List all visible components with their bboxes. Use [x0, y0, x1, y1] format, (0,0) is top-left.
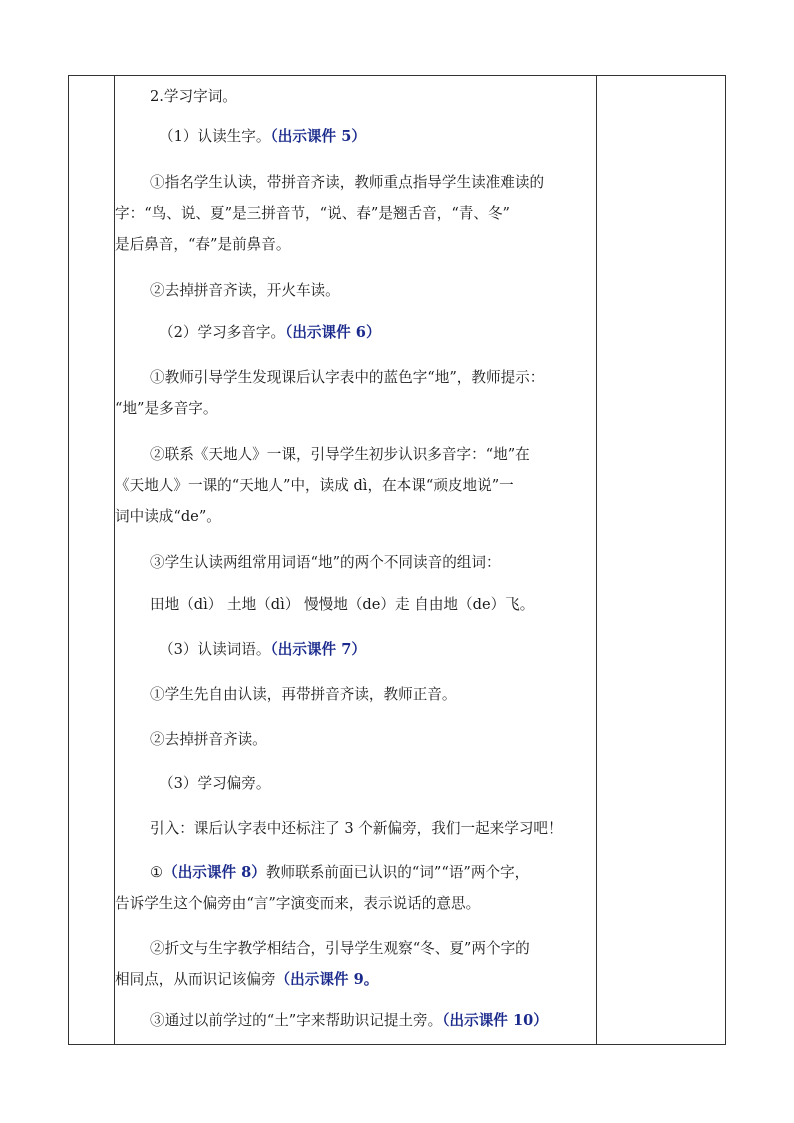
- paragraph-line: ③通过以前学过的“土”字来帮助识记提土旁。（出示课件 10）: [150, 1012, 548, 1029]
- paragraph-line: 告诉学生这个偏旁由“言”字演变而来，表示说话的意思。: [115, 895, 481, 912]
- paragraph-line: ③学生认读两组常用词语“地”的两个不同读音的组词：: [150, 554, 501, 571]
- paragraph-line: ②折文与生字教学相结合，引导学生观察“冬、夏”两个字的: [150, 940, 530, 957]
- paragraph-line: 《天地人》一课的“天地人”中，读成 dì，在本课“顽皮地说”一: [115, 477, 514, 494]
- paragraph-line: ①（出示课件 8）教师联系前面已认识的“词”“语”两个字，: [150, 864, 530, 881]
- column-divider-right: [596, 76, 597, 1044]
- paragraph-line: ①指名学生认读，带拼音齐读，教师重点指导学生读准难读的: [150, 174, 545, 191]
- paragraph-line: ②去掉拼音齐读。: [150, 731, 267, 748]
- paragraph-line: 字：“鸟、说、夏”是三拼音节，“说、春”是翘舌音，“青、冬”: [115, 205, 511, 222]
- paragraph-line: 相同点，从而识记该偏旁（出示课件 9。: [115, 971, 379, 988]
- lesson-table: [68, 75, 726, 1045]
- paragraph-line: ①学生先自由认读，再带拼音齐读，教师正音。: [150, 686, 457, 703]
- paragraph-line: 引入：课后认字表中还标注了 3 个新偏旁，我们一起来学习吧！: [150, 820, 563, 837]
- section-heading: 2.学习字词。: [150, 88, 237, 105]
- paragraph-line: “地”是多音字。: [115, 400, 218, 417]
- subheading-1: （1）认读生字。（出示课件 5）: [159, 128, 366, 145]
- subheading-4: （3）学习偏旁。: [159, 775, 271, 792]
- subheading-3: （3）认读词语。（出示课件 7）: [159, 641, 366, 658]
- paragraph-line: ①教师引导学生发现课后认字表中的蓝色字“地”，教师提示：: [150, 369, 545, 386]
- subheading-2: （2）学习多音字。（出示课件 6）: [159, 324, 381, 341]
- paragraph-line: 词中读成“de”。: [115, 508, 221, 525]
- paragraph-line: 是后鼻音，“春”是前鼻音。: [115, 236, 291, 253]
- word-examples: 田地（dì） 土地（dì） 慢慢地（de）走 自由地（de）飞。: [150, 596, 535, 613]
- paragraph-line: ②联系《天地人》一课，引导学生初步认识多音字：“地”在: [150, 446, 530, 463]
- paragraph-line: ②去掉拼音齐读，开火车读。: [150, 282, 340, 299]
